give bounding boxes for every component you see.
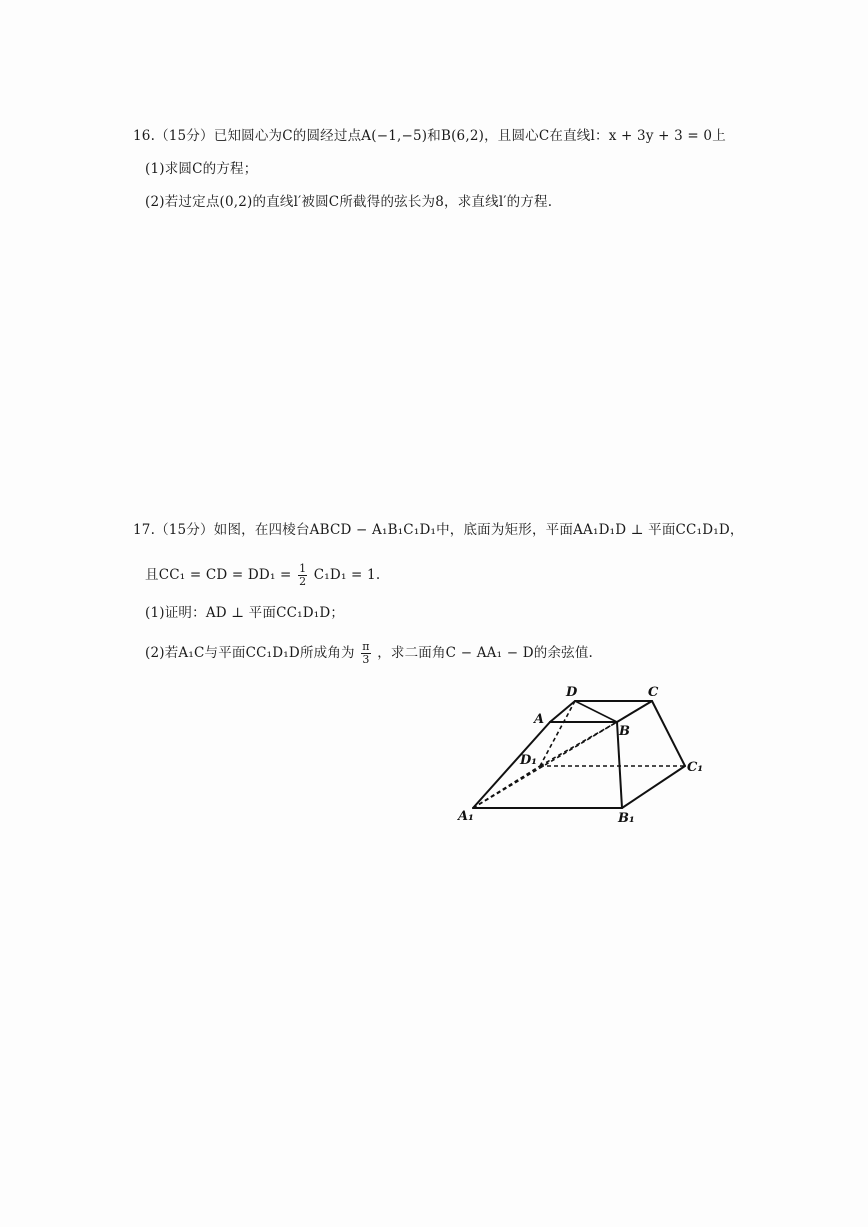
edge-DB [575, 701, 617, 722]
q17-part2 [145, 640, 593, 666]
q17-condition [145, 562, 380, 588]
hidden-edge-A1D1 [473, 766, 540, 808]
q17-condition-fraction [298, 563, 307, 588]
q17-part2-suffix: ，求二面角C − AA₁ − D的余弦值. [377, 645, 594, 661]
q17-part1: (1)证明：AD ⊥ 平面CC₁D₁D； [145, 605, 345, 621]
q17-condition-fraction-numerator: 1 [299, 562, 307, 575]
q17-stem: 17.（15分）如图，在四棱台ABCD − A₁B₁C₁D₁中，底面为矩形，平面AA₁D₁D ⊥ 平面CC₁D₁D， [133, 522, 744, 538]
edge-B1C1 [622, 766, 685, 808]
label-A: A [534, 712, 545, 727]
q17-part2-fraction [361, 641, 370, 666]
q17-condition-prefix: 且CC₁ = CD = DD₁ = [145, 567, 292, 583]
frustum-figure [440, 680, 720, 830]
label-C: C [648, 685, 659, 700]
edge-AA1 [473, 722, 550, 808]
q16-part1: (1)求圆C的方程； [145, 161, 258, 177]
label-D: D [566, 685, 578, 700]
label-D1: D₁ [520, 753, 537, 768]
label-B1: B₁ [618, 811, 635, 826]
label-A1: A₁ [458, 809, 474, 824]
label-B: B [619, 724, 630, 739]
edge-AD [550, 701, 575, 722]
hidden-edge-DD1 [540, 701, 575, 766]
q17-part2-fraction-denominator: 3 [362, 653, 370, 666]
q17-part2-prefix: (2)若A₁C与平面CC₁D₁D所成角为 [145, 645, 355, 661]
edge-CC1 [652, 701, 685, 766]
q17-condition-fraction-denominator: 2 [299, 575, 307, 588]
q17-part2-fraction-numerator: π [362, 640, 370, 653]
q16-part2: (2)若过定点(0,2)的直线l′被圆C所截得的弦长为8，求直线l′的方程. [145, 194, 553, 210]
label-C1: C₁ [687, 760, 704, 775]
hidden-edge-A1C [473, 701, 652, 808]
frustum-svg [440, 680, 720, 830]
q16-stem: 16.（15分）已知圆心为C的圆经过点A(−1,−5)和B(6,2)，且圆心C在直线l：x + 3y + 3 = 0上 [133, 128, 726, 144]
q17-condition-suffix: C₁D₁ = 1. [313, 567, 381, 583]
edge-BC [617, 701, 652, 722]
